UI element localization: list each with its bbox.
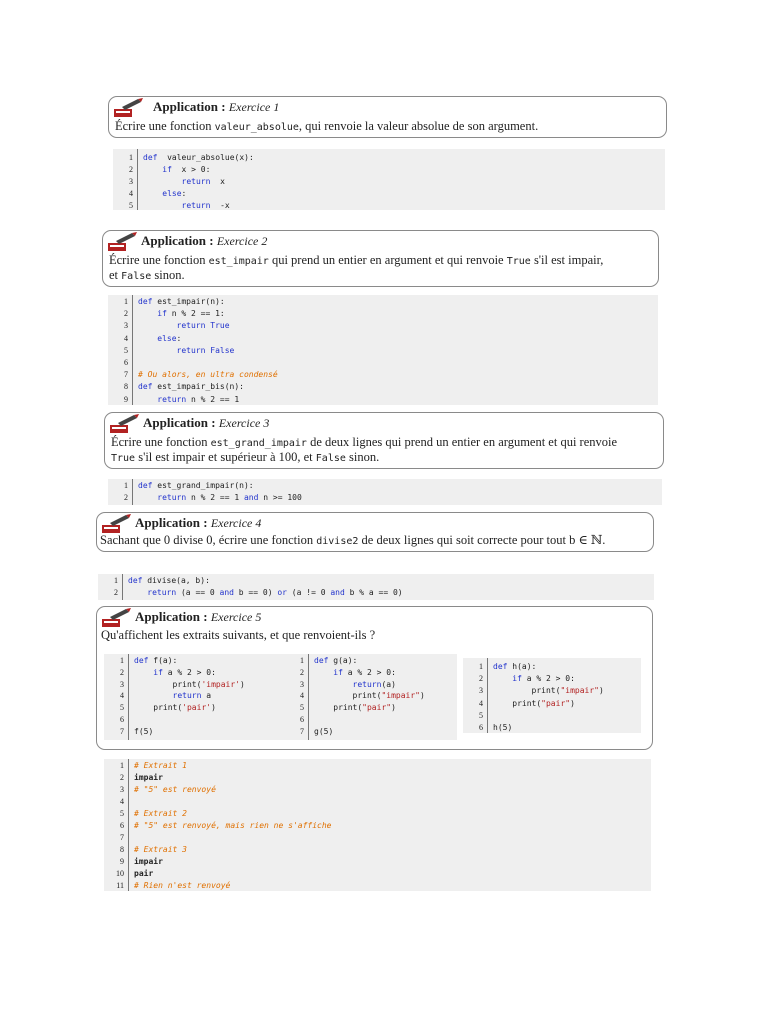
- code-token: if: [512, 674, 522, 684]
- code-token: a % 2 > 0:: [162, 667, 216, 677]
- code-token: impair: [134, 857, 163, 866]
- exercise-3-text-line-2: True s'il est impair et supérieur à 100, et False sinon.: [111, 450, 380, 464]
- code-token: f(a):: [148, 656, 178, 665]
- code-token: return False: [176, 345, 235, 355]
- code-token: ): [598, 686, 604, 696]
- exercise-5-header: Application : Exercice 5: [135, 609, 262, 624]
- code-token: [138, 346, 177, 355]
- code-token: pair: [134, 869, 154, 878]
- exercise-2-text-line-1: Écrire une fonction est_impair qui prend un entier en argument et qui renvoie True s'il est impair,: [109, 253, 604, 267]
- line-number: 5: [129, 201, 133, 210]
- code-line: [493, 674, 575, 683]
- code-line: [314, 727, 333, 736]
- code-token: and: [330, 588, 345, 597]
- code-token: ): [570, 698, 575, 708]
- line-number: 1: [120, 656, 124, 665]
- code-line: [314, 691, 425, 700]
- code-line: [314, 656, 357, 665]
- code-token: x: [210, 177, 225, 186]
- code-token: # Extrait 3: [134, 845, 187, 854]
- line-number: 7: [300, 726, 304, 736]
- code-line: [134, 857, 163, 866]
- code-token: "pair": [362, 703, 392, 713]
- code-line: [143, 153, 254, 162]
- code-token: else: [162, 189, 182, 198]
- line-number-divider: [308, 654, 309, 740]
- code-token: ): [211, 703, 216, 713]
- exercise-3-text-line-1: Écrire une fonction est_grand_impair de deux lignes qui prend un entier en argument et qui renvoie: [111, 435, 618, 449]
- code-token: est_grand_impair(n):: [152, 481, 254, 490]
- code-token: # Extrait 2: [134, 809, 187, 818]
- code-token: print(: [493, 698, 542, 708]
- line-number: 3: [479, 686, 483, 696]
- code-line: [134, 821, 331, 830]
- code-line: [138, 493, 302, 502]
- code-token: [143, 189, 162, 198]
- line-number: 2: [479, 674, 483, 684]
- line-number: 1: [120, 761, 124, 770]
- code-token: # Extrait 1: [134, 761, 187, 770]
- code-line: [143, 201, 230, 210]
- code-token: print(: [134, 679, 202, 689]
- code-token: "pair": [541, 698, 571, 708]
- pencil-book-icon: [112, 97, 144, 119]
- exercise-4-text: Sachant que 0 divise 0, écrire une fonction divise2 de deux lignes qui soit correcte pour tout b ∈ ℕ.: [100, 533, 606, 547]
- code-token: h(5): [493, 723, 513, 732]
- code-token: [128, 588, 147, 597]
- line-number: 4: [124, 333, 128, 343]
- line-number: 6: [120, 821, 124, 830]
- line-number: 4: [300, 691, 304, 701]
- line-number: 5: [120, 809, 124, 818]
- code-token: g(a):: [328, 656, 358, 665]
- code-token: b == 0): [233, 588, 278, 597]
- code-token: (a): [381, 679, 396, 689]
- code-token: 'pair': [182, 703, 212, 713]
- exercise-5-text: Qu'affichent les extraits suivants, et que renvoient-ils ?: [101, 628, 376, 642]
- line-number: 5: [300, 703, 304, 713]
- code-line: [138, 309, 225, 318]
- code-token: else: [157, 333, 177, 343]
- code-token: a % 2 > 0:: [521, 674, 575, 684]
- line-number: 7: [120, 726, 124, 736]
- code-line: [314, 680, 396, 689]
- code-token: f(5): [134, 726, 154, 736]
- code-token: # "5" est renvoyé, mais rien ne s'affiche: [134, 821, 332, 830]
- code-token: ): [419, 691, 425, 701]
- code-line: [143, 165, 210, 174]
- code-token: "impair": [560, 686, 599, 696]
- code-token: print(: [493, 686, 561, 696]
- code-line: [134, 773, 163, 782]
- code-token: n % 2 == 1: [186, 493, 244, 502]
- code-token: g(5): [314, 726, 334, 736]
- code-token: [138, 493, 157, 502]
- line-number: 8: [124, 382, 128, 392]
- code-token: # Ou alors, en ultra condensé: [138, 370, 278, 380]
- code-token: def: [143, 153, 158, 162]
- line-number: 5: [479, 710, 483, 720]
- code-token: return True: [176, 321, 230, 331]
- code-token: [314, 668, 333, 677]
- code-token: :: [176, 333, 182, 343]
- code-token: [138, 309, 157, 318]
- line-number: 7: [120, 833, 124, 842]
- code-token: h(a):: [507, 662, 537, 671]
- code-line: [314, 668, 396, 677]
- code-token: ): [391, 703, 396, 713]
- code-token: [138, 334, 157, 343]
- code-token: [134, 668, 153, 677]
- code-line: [134, 727, 153, 736]
- code-token: n % 2 == 1: [186, 394, 240, 404]
- code-line: [143, 177, 225, 186]
- line-number: 2: [129, 165, 133, 174]
- line-number: 6: [479, 723, 483, 732]
- code-line: [128, 588, 403, 597]
- code-token: [143, 177, 182, 186]
- code-line: [134, 668, 216, 677]
- exercise-3-header: Application : Exercice 3: [143, 415, 270, 430]
- line-number: 1: [129, 153, 133, 162]
- code-token: return: [181, 177, 211, 186]
- line-number: 1: [114, 576, 118, 585]
- code-token: est_impair(n):: [152, 297, 225, 306]
- code-token: (a == 0: [176, 588, 220, 597]
- pencil-book-icon: [100, 607, 132, 629]
- line-number: 4: [129, 189, 133, 198]
- exercise-1-text: Écrire une fonction valeur_absolue, qui renvoie la valeur absolue de son argument.: [115, 119, 539, 133]
- code-token: a: [201, 691, 212, 701]
- code-line: [138, 370, 278, 379]
- code-line: [493, 662, 536, 671]
- code-line: [138, 382, 244, 391]
- code-token: [143, 165, 162, 174]
- pencil-book-icon: [100, 513, 132, 535]
- code-block-1: [113, 149, 665, 210]
- code-token: def: [314, 656, 329, 665]
- code-token: [134, 691, 173, 700]
- code-token: if: [162, 165, 172, 174]
- code-token: print(: [134, 703, 183, 713]
- line-number-divider: [132, 479, 133, 505]
- code-line: [134, 785, 216, 794]
- line-number: 5: [120, 703, 124, 713]
- code-token: and: [243, 493, 259, 502]
- line-number: 3: [129, 177, 133, 186]
- code-line: [134, 809, 187, 818]
- code-token: def: [493, 662, 508, 671]
- code-token: [143, 201, 182, 210]
- code-token: valeur_absolue(x):: [157, 153, 254, 162]
- code-block-answers: [104, 759, 651, 891]
- code-token: if: [153, 667, 163, 677]
- code-token: and: [219, 588, 234, 597]
- code-line: [134, 761, 187, 770]
- code-token: # "5" est renvoyé: [134, 785, 216, 794]
- code-token: def: [138, 481, 153, 490]
- line-number: 2: [124, 309, 128, 319]
- code-token: return: [157, 394, 187, 404]
- code-block-5c: [463, 658, 641, 733]
- line-number: 5: [124, 345, 128, 355]
- code-block-3: [108, 479, 662, 505]
- code-token: def: [138, 382, 153, 392]
- line-number: 3: [120, 785, 124, 794]
- code-line: [134, 703, 216, 712]
- line-number: 9: [124, 394, 128, 404]
- code-token: -x: [210, 201, 230, 210]
- code-token: print(: [314, 691, 382, 701]
- code-line: [134, 691, 211, 700]
- code-token: divise(a, b):: [142, 576, 210, 585]
- line-number: 10: [116, 869, 124, 878]
- line-number: 4: [479, 698, 483, 708]
- line-number: 2: [120, 667, 124, 677]
- exercise-4-box: [96, 512, 654, 552]
- code-line: [138, 395, 239, 404]
- code-line: [134, 869, 153, 878]
- exercise-3-box: [104, 412, 664, 469]
- code-token: if: [157, 309, 167, 319]
- pencil-book-icon: [106, 231, 138, 253]
- code-token: :: [181, 189, 187, 198]
- code-token: [314, 680, 353, 689]
- code-token: [138, 321, 177, 330]
- code-token: return: [352, 679, 382, 689]
- code-block-5a: [104, 654, 287, 740]
- code-block-4: [98, 574, 654, 600]
- code-token: print(: [314, 703, 363, 713]
- line-number: 11: [116, 881, 124, 890]
- code-token: n % 2 == 1:: [166, 309, 225, 319]
- line-number-divider: [128, 759, 129, 891]
- line-number: 1: [300, 656, 304, 665]
- pencil-book-icon: [108, 413, 140, 435]
- code-token: def: [128, 576, 143, 585]
- code-token: x > 0:: [171, 165, 211, 174]
- line-number: 6: [120, 715, 124, 724]
- code-token: 'impair': [201, 679, 240, 689]
- code-token: "impair": [381, 691, 420, 701]
- code-token: [138, 395, 157, 404]
- code-token: a % 2 > 0:: [342, 667, 396, 677]
- code-line: [134, 845, 187, 854]
- line-number-divider: [122, 574, 123, 600]
- code-line: [493, 723, 512, 732]
- code-token: ): [239, 679, 245, 689]
- line-number: 6: [300, 715, 304, 724]
- code-line: [138, 321, 230, 330]
- exercise-2-header: Application : Exercice 2: [141, 233, 268, 248]
- line-number: 3: [300, 679, 304, 689]
- code-line: [138, 481, 254, 490]
- line-number-divider: [128, 654, 129, 740]
- exercise-1-header: Application : Exercice 1: [153, 99, 280, 114]
- line-number-divider: [487, 658, 488, 733]
- line-number: 4: [120, 797, 124, 806]
- code-token: impair: [134, 773, 163, 782]
- line-number: 1: [124, 297, 128, 306]
- line-number: 6: [124, 358, 128, 367]
- line-number: 2: [124, 493, 128, 502]
- code-token: return: [147, 588, 177, 597]
- line-number: 8: [120, 845, 124, 854]
- code-token: return: [181, 201, 211, 210]
- code-line: [138, 297, 225, 306]
- code-token: n >= 100: [258, 493, 302, 502]
- code-token: (a != 0: [286, 588, 331, 597]
- code-line: [138, 346, 234, 355]
- line-number: 9: [120, 857, 124, 866]
- code-line: [493, 699, 575, 708]
- code-token: est_impair_bis(n):: [152, 382, 244, 392]
- code-token: return: [157, 493, 187, 502]
- code-token: [493, 674, 512, 683]
- line-number: 2: [120, 773, 124, 782]
- code-block-5b: [284, 654, 457, 740]
- code-token: b % a == 0): [344, 588, 403, 597]
- code-line: [128, 576, 210, 585]
- line-number: 4: [120, 691, 124, 701]
- code-block-2: [108, 295, 658, 405]
- line-number: 7: [124, 370, 128, 380]
- code-line: [134, 656, 177, 665]
- line-number-divider: [132, 295, 133, 405]
- code-token: def: [138, 297, 153, 306]
- exercise-1-box: [108, 96, 667, 138]
- code-token: return: [172, 691, 202, 701]
- code-token: or: [277, 588, 287, 597]
- exercise-2-box: [102, 230, 659, 287]
- exercise-4-header: Application : Exercice 4: [135, 515, 262, 530]
- code-line: [493, 686, 604, 695]
- code-line: [138, 334, 181, 343]
- line-number: 2: [114, 588, 118, 597]
- code-line: [134, 881, 230, 890]
- code-line: [314, 703, 396, 712]
- line-number: 2: [300, 667, 304, 677]
- code-line: [134, 680, 245, 689]
- code-line: [143, 189, 186, 198]
- line-number: 3: [124, 321, 128, 331]
- code-token: if: [333, 667, 343, 677]
- line-number: 3: [120, 679, 124, 689]
- code-token: # Rien n'est renvoyé: [134, 881, 231, 890]
- line-number: 1: [479, 662, 483, 671]
- exercise-2-text-line-2: et False sinon.: [109, 268, 185, 282]
- line-number-divider: [137, 149, 138, 210]
- line-number: 1: [124, 481, 128, 490]
- code-token: def: [134, 656, 149, 665]
